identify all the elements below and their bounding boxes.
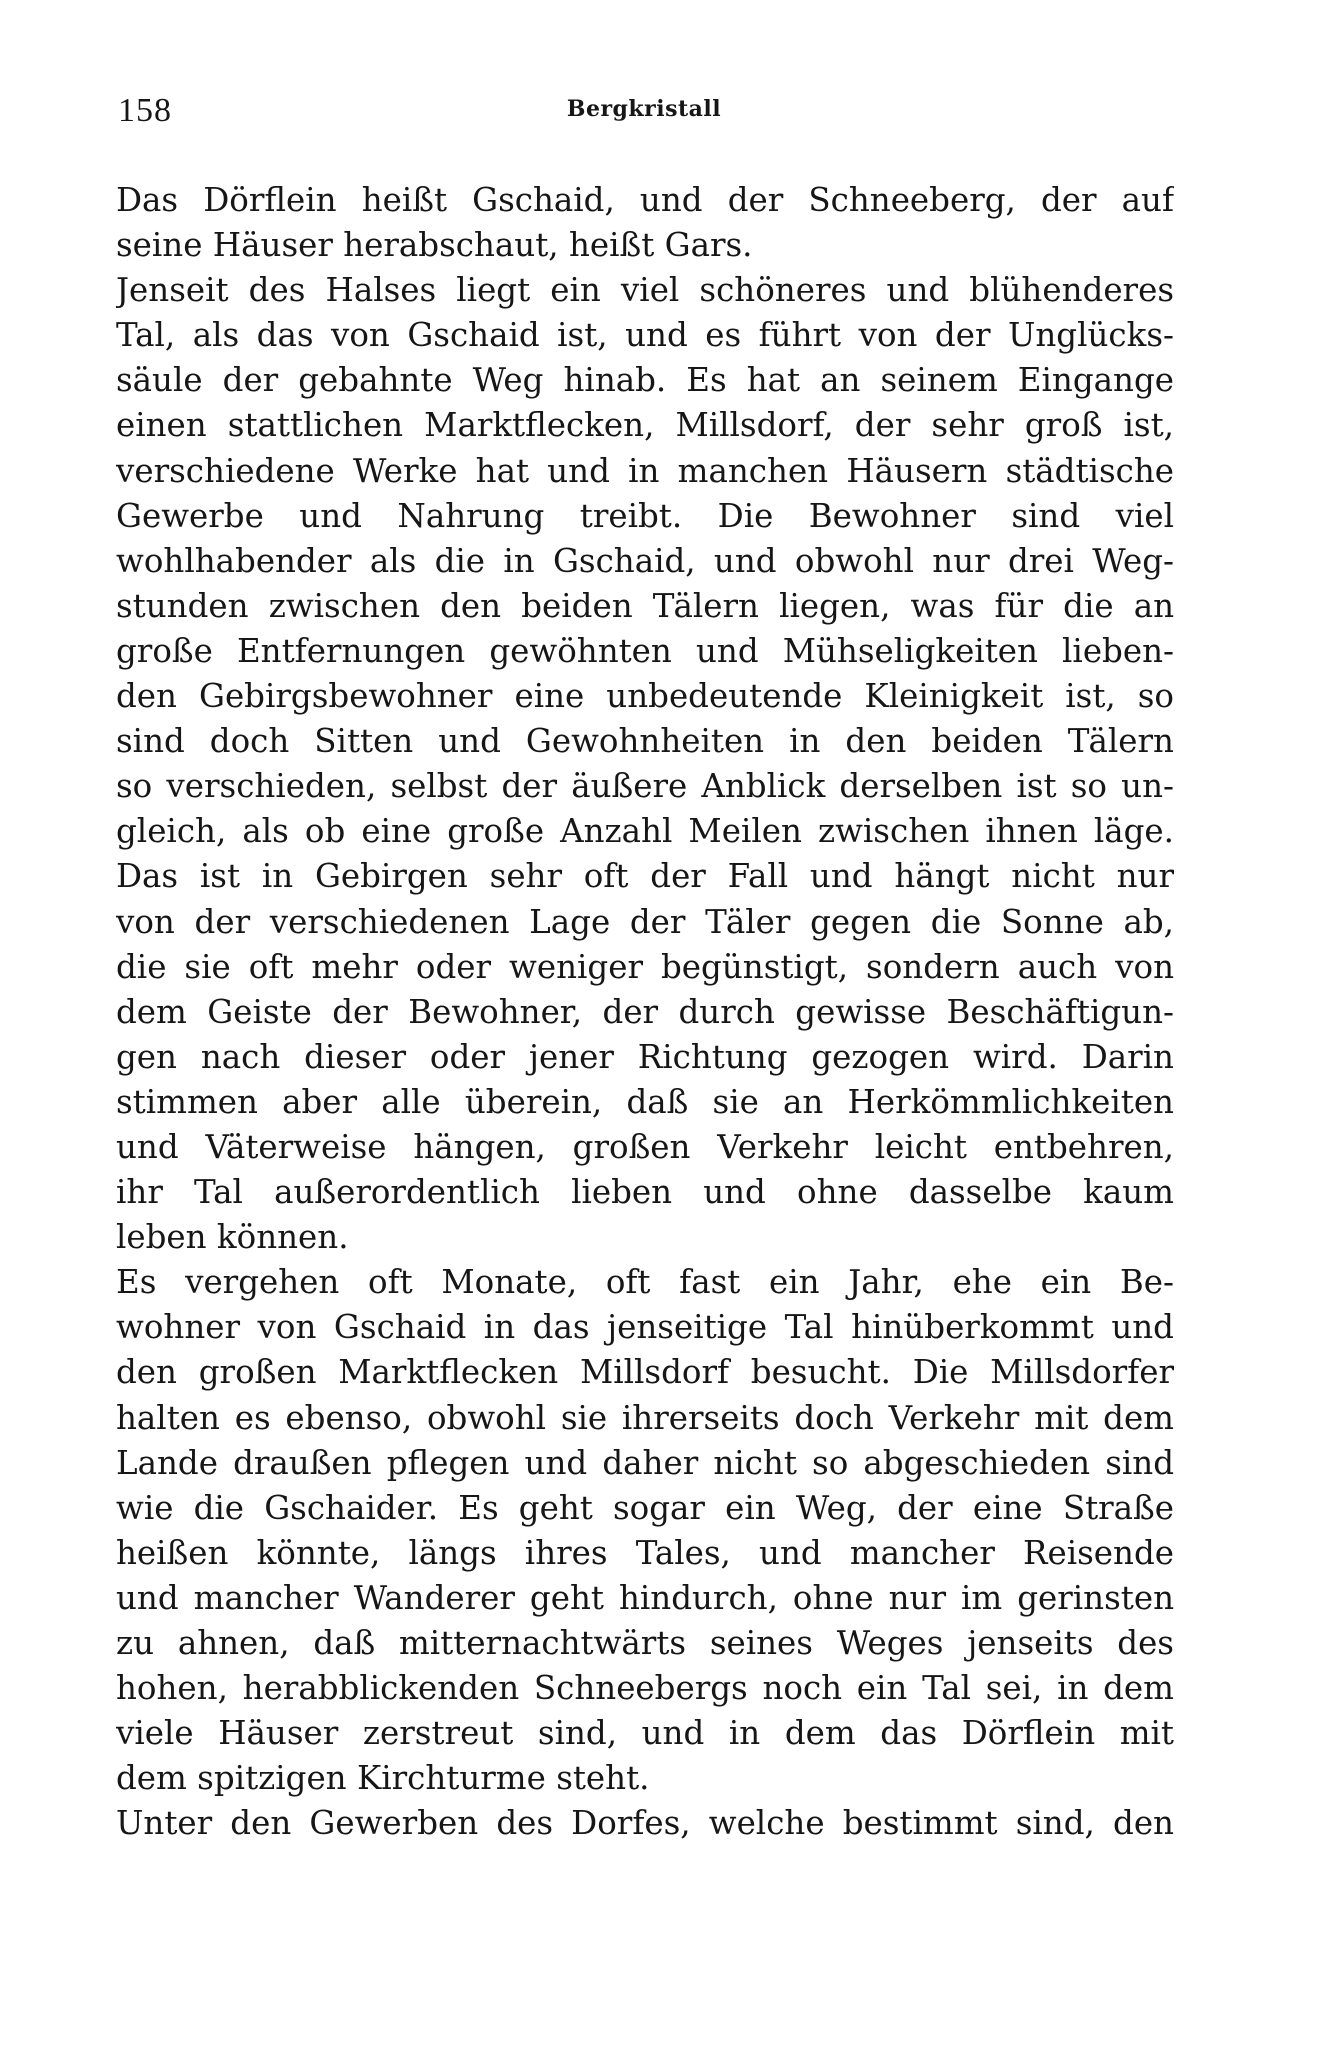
text-line: verschiedene Werke hat und in manchen Häusern städtische [116,451,1174,490]
text-line: gen nach dieser oder jener Richtung gezogen wird. Darin [116,1037,1174,1076]
text-line: Das Dörflein heißt Gschaid, und der Schneeberg, der auf [116,181,1174,219]
text-line: und mancher Wanderer geht hindurch, ohne nur im gerinsten [116,1578,1174,1617]
text-line: sind doch Sitten und Gewohnheiten in den beiden Tälern [116,722,1174,761]
text-line: ihr Tal außerordentlich lieben und ohne dasselbe kaum [116,1173,1174,1212]
text-line: hohen, herabblickenden Schneebergs noch ein Tal sei, in dem [116,1669,1174,1708]
text-line: Lande draußen pflegen und daher nicht so abgeschieden sind [116,1443,1174,1482]
text-line: stunden zwischen den beiden Tälern liegen, was für die an [116,586,1174,625]
text-line: einen stattlichen Marktflecken, Millsdorf, der sehr groß ist, [116,406,1174,445]
text-line: säule der gebahnte Weg hinab. Es hat an seinem Eingange [116,361,1174,400]
text-line: dem Geiste der Bewohner, der durch gewisse Beschäftigun- [116,992,1174,1031]
text-line: wie die Gschaider. Es geht sogar ein Weg, der eine Straße [116,1488,1174,1527]
page-header [118,92,1170,132]
text-line: Gewerbe und Nahrung treibt. Die Bewohner sind viel [116,496,1174,535]
text-line: Unter den Gewerben des Dorfes, welche bestimmt sind, den [116,1804,1174,1843]
text-line: dem spitzigen Kirchturme steht. [116,1759,650,1798]
running-head: Bergkristall [566,96,722,122]
text-line: viele Häuser zerstreut sind, und in dem das Dörflein mit [116,1714,1174,1753]
text-line: leben können. [116,1218,349,1257]
text-line: und Väterweise hängen, großen Verkehr leicht entbehren, [116,1127,1174,1166]
text-line: stimmen aber alle überein, daß sie an Herkömmlichkeiten [116,1082,1174,1121]
text-line: wohner von Gschaid in das jenseitige Tal hinüberkommt und [116,1308,1174,1347]
text-line: den Gebirgsbewohner eine unbedeutende Kleinigkeit ist, so [116,677,1174,716]
text-line: halten es ebenso, obwohl sie ihrerseits doch Verkehr mit dem [116,1398,1174,1437]
text-line: Es vergehen oft Monate, oft fast ein Jahr, ehe ein Be- [116,1263,1174,1302]
text-line: den großen Marktflecken Millsdorf besucht. Die Millsdorfer [116,1353,1174,1392]
text-line: heißen könnte, längs ihres Tales, und mancher Reisende [116,1533,1174,1572]
text-line: gleich, als ob eine große Anzahl Meilen zwischen ihnen läge. [116,812,1174,851]
body-text [116,178,1174,1846]
text-line: wohlhabender als die in Gschaid, und obwohl nur drei Weg- [116,541,1174,580]
text-line: die sie oft mehr oder weniger begünstigt, sondern auch von [116,947,1174,986]
text-line: seine Häuser herabschaut, heißt Gars. [116,226,753,265]
text-line: Das ist in Gebirgen sehr oft der Fall und hängt nicht nur [116,857,1174,896]
text-line: Jenseit des Halses liegt ein viel schöneres und blühenderes [116,271,1174,310]
text-line: Tal, als das von Gschaid ist, und es führt von der Unglücks- [116,316,1174,355]
text-line: große Entfernungen gewöhnten und Mühseligkeiten lieben- [116,631,1174,670]
text-line: von der verschiedenen Lage der Täler gegen die Sonne ab, [116,902,1174,941]
page-number: 158 [118,92,172,129]
text-line: zu ahnen, daß mitternachtwärts seines Weges jenseits des [116,1624,1174,1662]
text-line: so verschieden, selbst der äußere Anblick derselben ist so un- [116,767,1174,806]
